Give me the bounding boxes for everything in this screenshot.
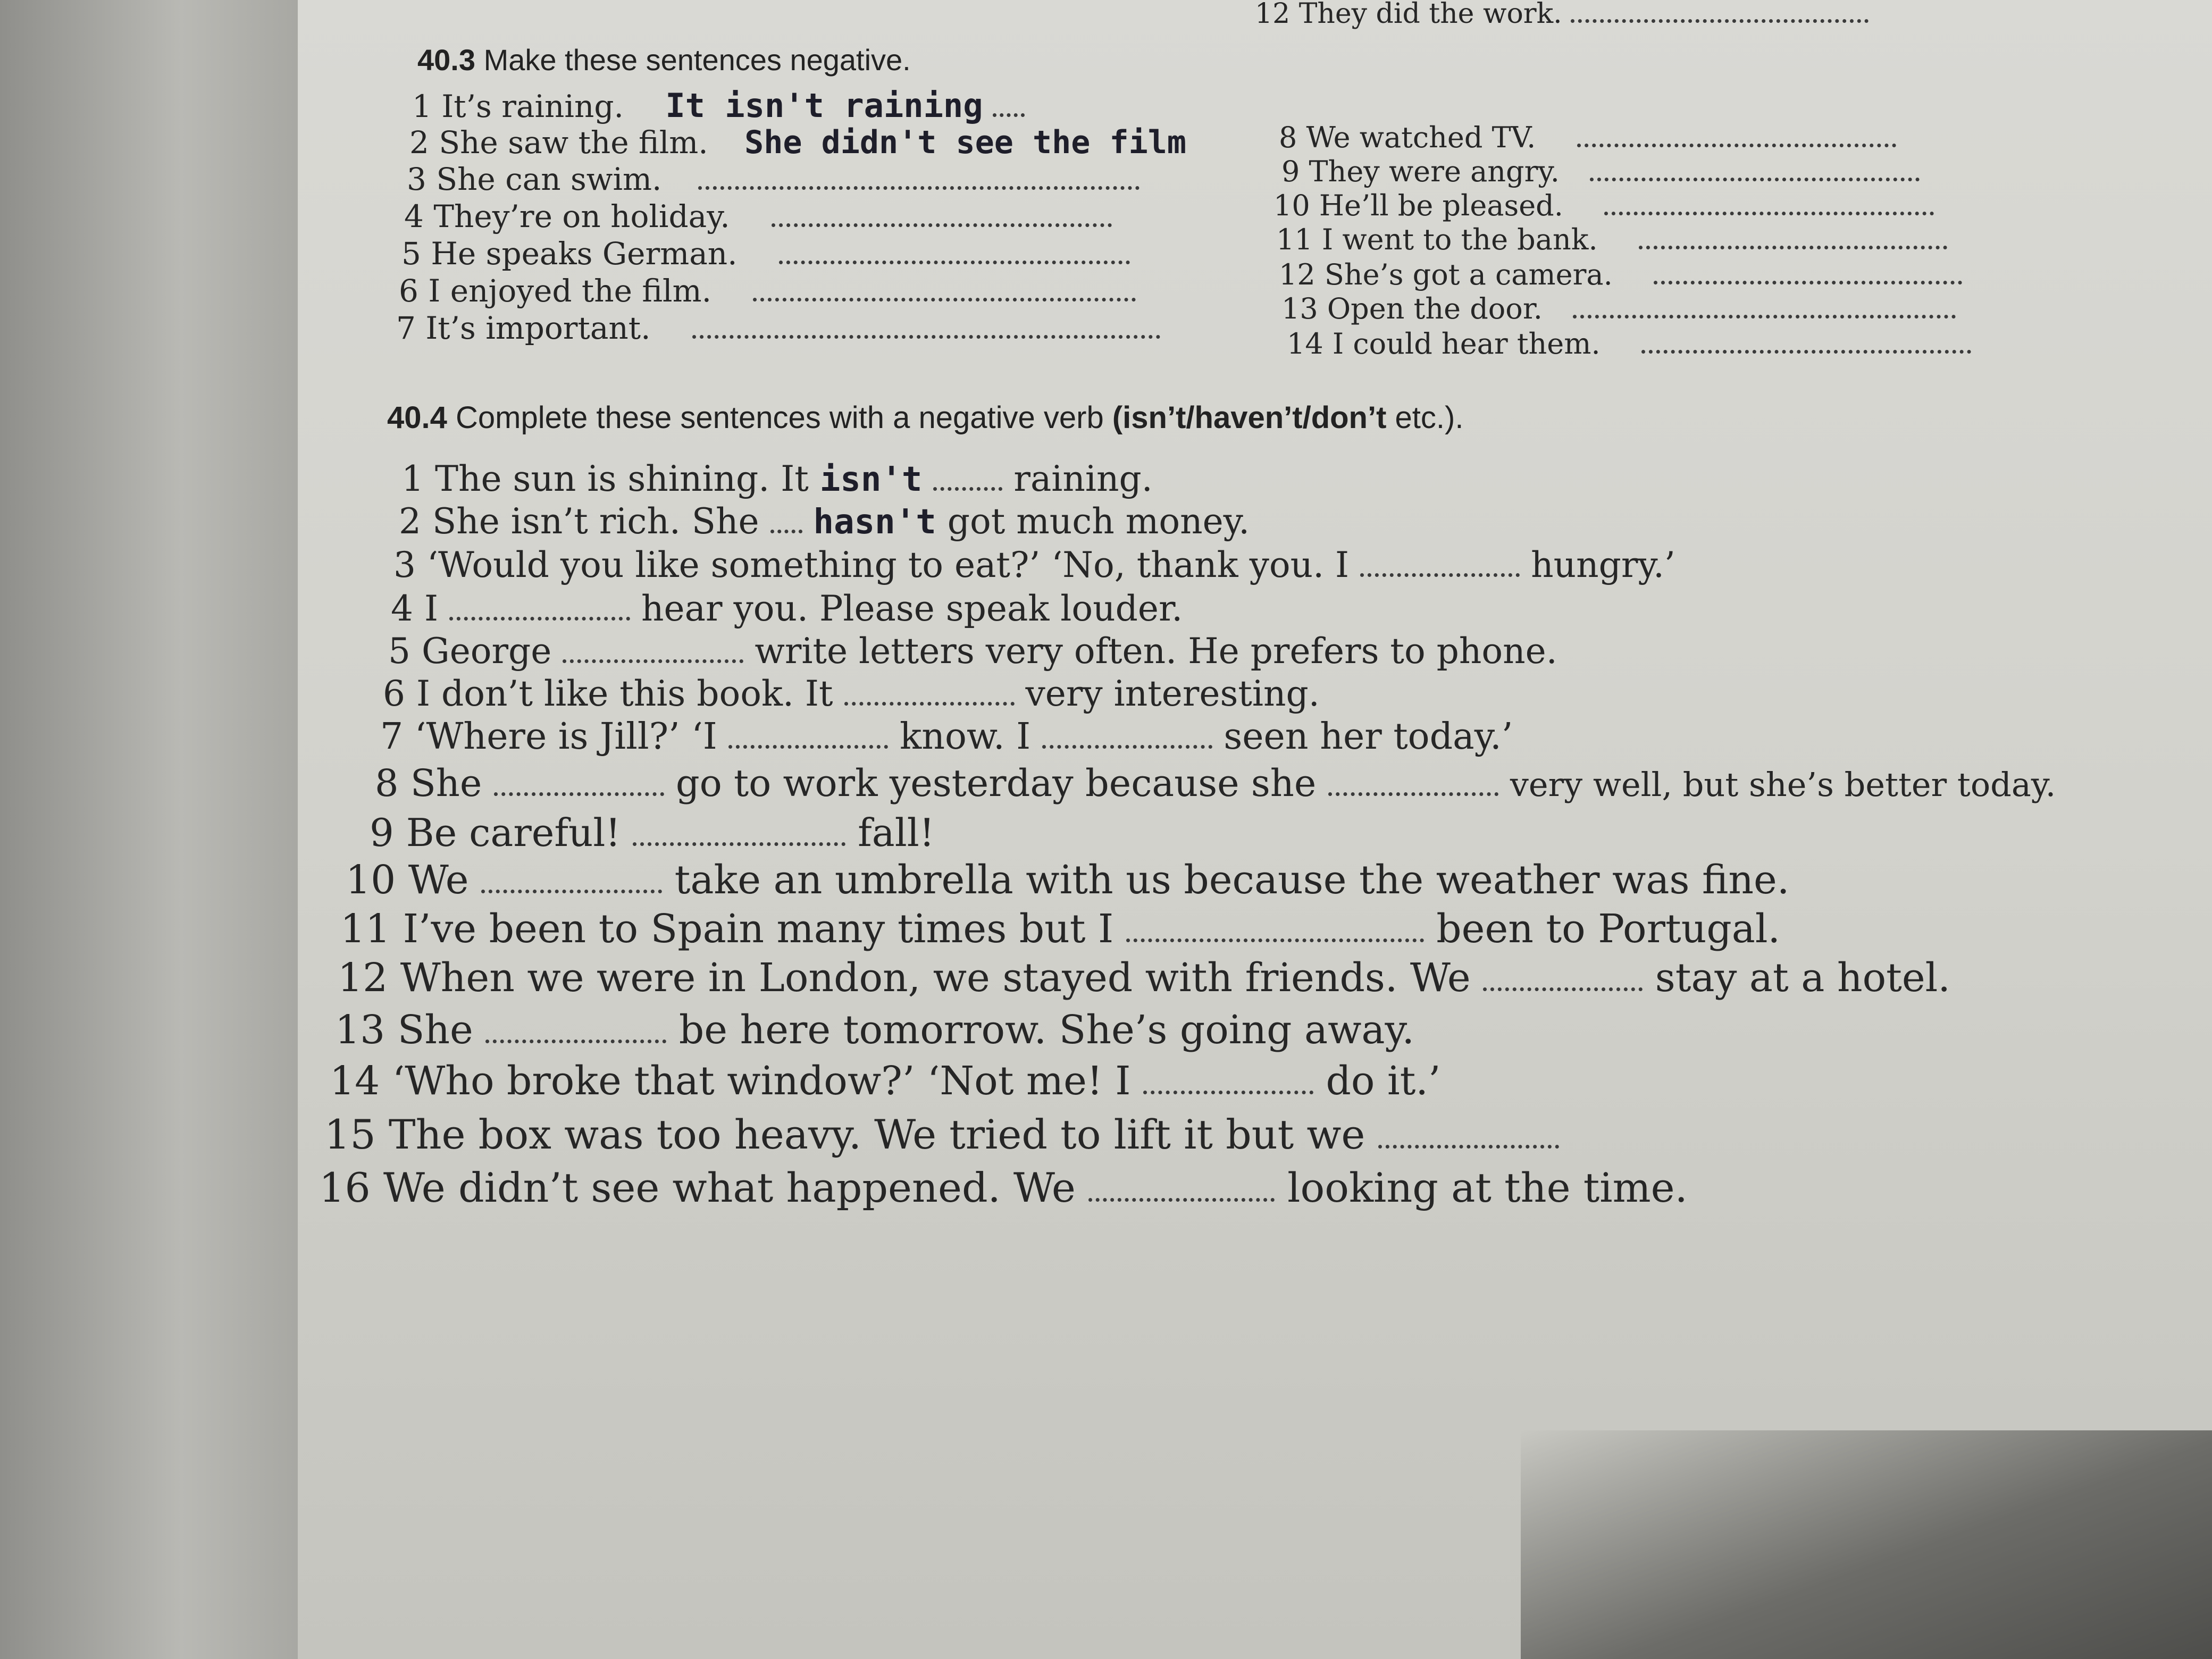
item-number: 13 [335, 1007, 386, 1053]
item-text: I went to the bank. [1321, 223, 1598, 256]
ex403-item-6 [399, 273, 1136, 309]
answer-blank[interactable] [993, 108, 1025, 117]
item-text: She isn’t rich. She [432, 501, 759, 542]
answer-blank[interactable] [1641, 345, 1971, 354]
answer-blank[interactable] [1654, 275, 1962, 284]
item-number: 1 [401, 458, 424, 499]
answer-blank[interactable] [1590, 172, 1920, 181]
answer-blank[interactable] [1088, 1193, 1275, 1202]
item-text: ‘Who broke that window?’ ‘Not me! I [392, 1058, 1131, 1104]
ex403-item-7 [396, 310, 1160, 346]
answer-blank[interactable] [633, 837, 845, 846]
exercise-title: Make these sentences negative. [483, 43, 911, 77]
item-text: They’re on holiday. [433, 198, 730, 234]
ex403-item-14 [1287, 327, 1971, 361]
answer-blank[interactable] [1571, 14, 1869, 23]
answer-blank[interactable] [1639, 240, 1947, 249]
item-text: do it.’ [1326, 1058, 1441, 1104]
item-text: She [397, 1007, 473, 1053]
answer-blank[interactable] [449, 611, 630, 621]
answer-blank[interactable] [1126, 933, 1424, 942]
item-number: 13 [1281, 292, 1318, 325]
item-text: She saw the film. [439, 124, 708, 161]
item-number: 6 [383, 673, 405, 714]
answer-blank[interactable] [1378, 1139, 1559, 1149]
ex403-item-13 [1281, 292, 1956, 325]
ex403-item-10 [1273, 191, 1934, 220]
item-text: very interesting. [1025, 673, 1320, 714]
answer-blank[interactable] [485, 1034, 666, 1043]
ex404-item-10 [346, 857, 1790, 903]
ex403-item-3 [407, 161, 1139, 197]
previous-page-edge [0, 0, 330, 1659]
ex403-item-1 [412, 86, 1025, 125]
ex404-item-11 [340, 906, 1781, 952]
item-text: got much money. [947, 501, 1250, 542]
item-text: It’s raining. [441, 88, 624, 124]
item-number: 3 [407, 161, 426, 197]
answer-blank[interactable] [1604, 206, 1934, 215]
item-text: Open the door. [1327, 292, 1543, 325]
item-text: hungry.’ [1531, 544, 1675, 585]
item-text: He speaks German. [431, 236, 738, 272]
previous-exercise-item [1255, 0, 1869, 28]
item-text: We [408, 857, 469, 903]
answer-blank[interactable] [770, 524, 802, 533]
item-number: 4 [391, 588, 413, 629]
ex404-item-2 [399, 501, 1250, 542]
item-text: We watched TV. [1306, 121, 1536, 154]
item-text: The sun is shining. It [434, 458, 809, 499]
item-number: 11 [340, 906, 391, 952]
answer-blank[interactable] [698, 181, 1139, 190]
item-text: She’s got a camera. [1324, 258, 1613, 291]
item-text: been to Portugal. [1436, 906, 1781, 952]
exercise-number: 40.3 [417, 43, 475, 77]
ex404-item-4 [391, 588, 1183, 629]
item-text: know. I [899, 716, 1031, 758]
item-number: 8 [375, 761, 399, 805]
answer-blank[interactable] [1360, 568, 1520, 577]
ex404-item-12 [338, 955, 1950, 1001]
handwritten-answer[interactable]: isn't [819, 460, 923, 499]
answer-blank[interactable] [1143, 1085, 1313, 1094]
item-number: 4 [404, 198, 424, 234]
ex403-item-9 [1281, 157, 1920, 186]
item-number: 14 [330, 1058, 380, 1104]
item-text: I enjoyed the film. [428, 273, 712, 309]
answer-blank[interactable] [692, 330, 1160, 339]
answer-blank[interactable] [481, 884, 662, 893]
answer-blank[interactable] [1573, 309, 1956, 319]
answer-blank[interactable] [772, 218, 1112, 227]
item-number: 3 [393, 544, 416, 585]
item-text: looking at the time. [1287, 1164, 1688, 1211]
item-number: 5 [401, 236, 421, 272]
item-text: very well, but she’s better today. [1510, 765, 2056, 804]
item-text: fall! [858, 810, 935, 855]
answer-blank[interactable] [1328, 787, 1498, 796]
answer-blank[interactable] [1483, 982, 1643, 991]
exercise-40-4-heading [387, 400, 1463, 435]
ex404-item-8 [375, 761, 2056, 805]
item-number: 16 [319, 1164, 371, 1211]
exercise-title: Complete these sentences with a negative verb [456, 400, 1104, 435]
item-text: I could hear them. [1332, 327, 1601, 361]
item-number: 12 [1279, 258, 1316, 291]
ex404-item-3 [393, 544, 1675, 585]
answer-blank[interactable] [933, 482, 1002, 491]
item-number: 2 [399, 501, 421, 542]
item-text: The box was too heavy. We tried to lift it but we [388, 1111, 1365, 1158]
item-text: Be careful! [406, 810, 621, 855]
item-text: He’ll be pleased. [1319, 189, 1563, 222]
item-number: 5 [388, 631, 410, 672]
handwritten-answer[interactable]: hasn't [813, 502, 936, 542]
item-text: She [410, 761, 482, 805]
item-number: 1 [412, 88, 432, 124]
ex403-item-5 [401, 236, 1130, 272]
ex403-item-8 [1279, 123, 1896, 152]
answer-blank[interactable] [1577, 138, 1896, 147]
item-text: hear you. Please speak louder. [641, 588, 1183, 629]
ex404-item-5 [388, 631, 1557, 672]
item-text: take an umbrella with us because the weather was fine. [674, 857, 1790, 903]
item-text: She can swim. [436, 161, 662, 197]
item-number: 7 [380, 716, 404, 758]
exercise-title-verbs: (isn’t/haven’t/don’t [1112, 400, 1387, 435]
ex404-item-7 [380, 716, 1513, 758]
item-text: ‘Would you like something to eat?’ ‘No, thank you. I [426, 544, 1350, 585]
ex404-item-9 [370, 810, 935, 855]
item-text: write letters very often. He prefers to phone. [755, 631, 1557, 672]
item-text: It’s important. [425, 310, 651, 346]
answer-blank[interactable] [563, 654, 743, 663]
ex404-item-13 [335, 1007, 1415, 1053]
item-text: seen her today.’ [1224, 716, 1513, 758]
ex403-item-11 [1276, 225, 1947, 254]
item-text: I’ve been to Spain many times but I [403, 906, 1114, 952]
item-number: 14 [1287, 327, 1323, 361]
item-number: 8 [1279, 121, 1297, 154]
item-text: When we were in London, we stayed with friends. We [400, 955, 1471, 1001]
ex403-item-4 [404, 198, 1112, 234]
item-number: 9 [1281, 155, 1300, 188]
item-number: 7 [396, 310, 416, 346]
item-number: 15 [324, 1111, 376, 1158]
handwritten-answer[interactable]: It isn't raining [665, 86, 983, 125]
item-text: We didn’t see what happened. We [383, 1164, 1076, 1211]
item-text: George [421, 631, 552, 672]
item-number: 9 [370, 810, 394, 855]
exercise-title-end: etc.). [1395, 400, 1464, 435]
answer-blank[interactable] [779, 255, 1130, 264]
answer-blank[interactable] [753, 292, 1136, 301]
handwritten-answer[interactable]: She didn't see the film [744, 124, 1186, 161]
item-text: I don’t like this book. It [416, 673, 833, 714]
item-number: 12 [338, 955, 388, 1001]
item-text: raining. [1013, 458, 1153, 499]
ex404-item-6 [383, 673, 1320, 714]
item-number: 11 [1276, 223, 1313, 256]
ex404-item-14 [330, 1058, 1441, 1104]
answer-blank[interactable] [728, 740, 888, 749]
ex403-item-2 [409, 124, 1186, 161]
item-text: They did the work. [1298, 0, 1562, 30]
exercise-number: 40.4 [387, 400, 447, 435]
item-number: 10 [1273, 189, 1310, 222]
item-text: stay at a hotel. [1655, 955, 1950, 1001]
item-text: ‘Where is Jill?’ ‘I [414, 716, 717, 758]
answer-blank[interactable] [844, 697, 1015, 706]
item-number: 10 [346, 857, 396, 903]
exercise-40-3-heading [417, 43, 911, 77]
item-number: 12 [1255, 0, 1291, 30]
item-text: be here tomorrow. She’s going away. [678, 1007, 1415, 1053]
item-number: 2 [409, 124, 429, 161]
item-text: They were angry. [1309, 155, 1560, 188]
answer-blank[interactable] [1042, 740, 1212, 749]
ex404-item-1 [401, 458, 1153, 499]
ex404-item-15 [324, 1111, 1559, 1158]
item-text: I [424, 588, 439, 629]
ex403-item-12 [1279, 258, 1962, 291]
item-text: go to work yesterday because she [675, 761, 1317, 805]
answer-blank[interactable] [494, 787, 664, 796]
ex404-item-16 [319, 1164, 1688, 1211]
page-shadow [1521, 1430, 2212, 1659]
item-number: 6 [399, 273, 418, 309]
